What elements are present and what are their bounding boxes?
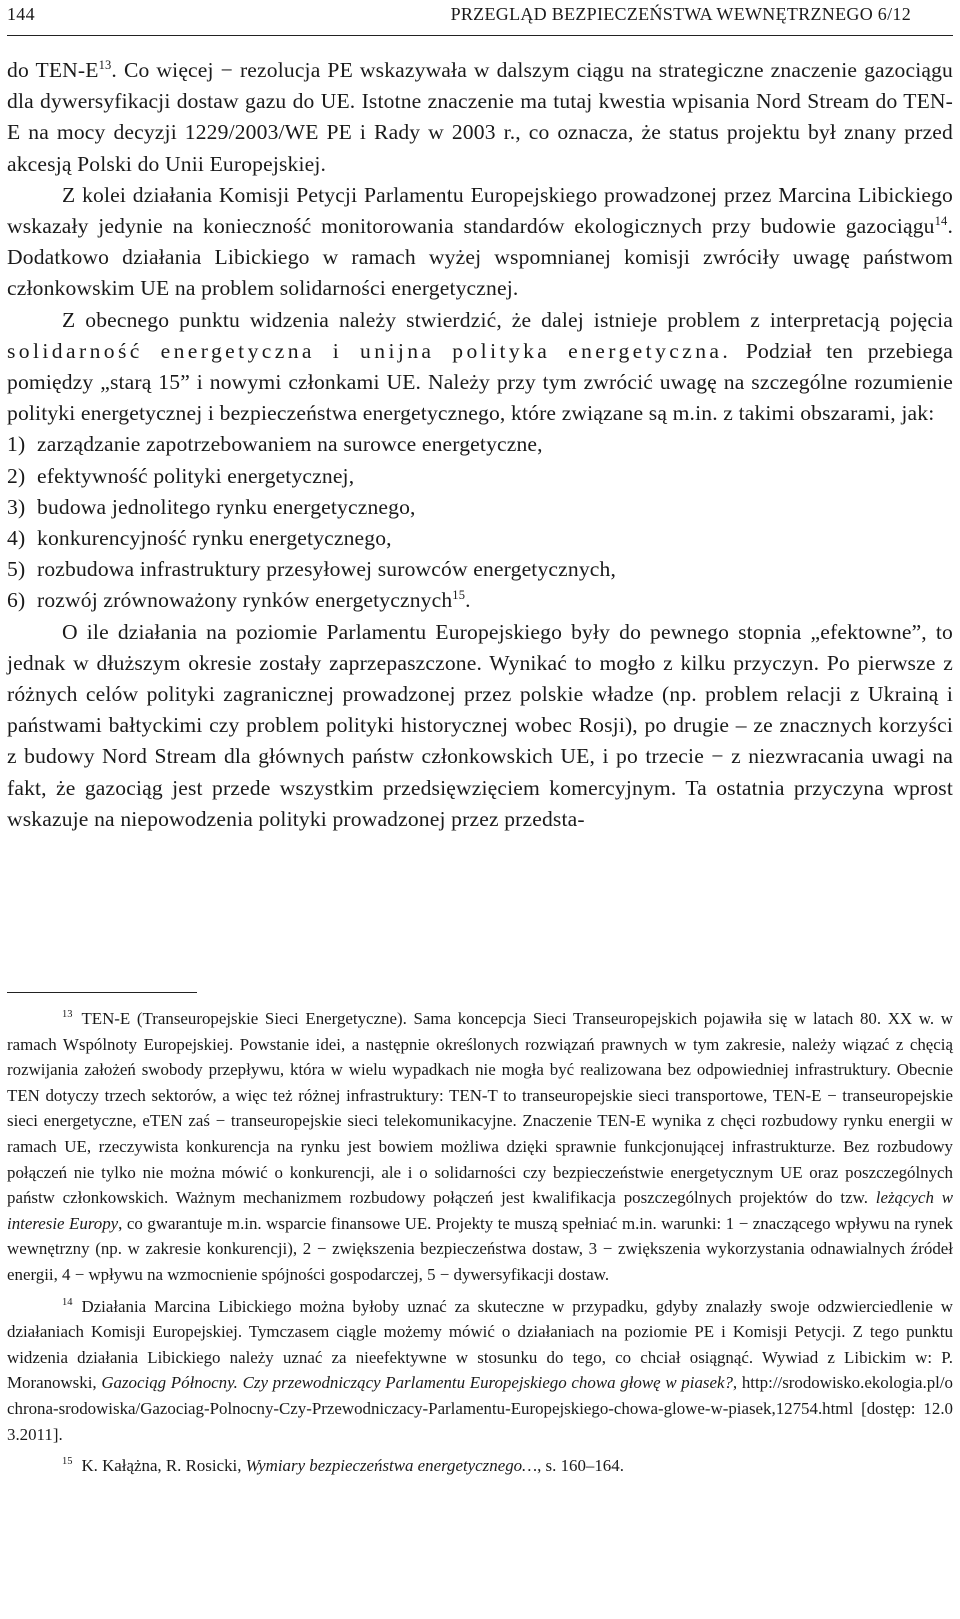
footnote-14: $^{14}$ Działania Marcina Libickiego można byłoby uznać za skuteczne w przypadku, gdyby znalazły swoje odzwierciedlenie w działaniach Komisji Europejskiej. Tymczasem ciągle możemy mówić o działaniach na poziomie PE i Komisji Petycji. Z tego punktu widzenia działania Libickiego należy uznać za nieefektywne w stosunku do tego, co chciał osiągnąć. Wywiad z Libickim w: P. Moranowski, Gazociąg Północny. Czy przewodniczący Parlamentu Europejskiego chowa głowę w piasek?, http://srodowisko.ekologia.pl/ochrona-srodowiska/Gazociag-Polnocny-Czy-Przewodniczacy-Parlamentu-Europejskiego-chowa-glowe-w-piasek,12754.html [dostęp: 12.03.2011]. xyxy=(7,1296,953,1444)
list-item: 4) konkurencyjność rynku energetycznego, xyxy=(7,526,392,551)
spaced-emphasis: solidarność energetyczna i unijna polityka energetyczna. xyxy=(7,338,732,363)
paragraph-2: Z kolei działania Komisji Petycji Parlamentu Europejskiego prowadzonej przez Marcina Libickiego wskazały jedynie na konieczność monitorowania standardów ekologicznych przy budowie gazociągu$^{14}$. Dodatkowo działania Libickiego w ramach wyżej wspomnianej komisji zwróciły uwagę państwom członkowskim UE na problem solidarności energetycznej. xyxy=(7,182,953,301)
page-number: 144 xyxy=(7,4,35,24)
paragraph-1: do TEN-$E^{13}$. Co więcej − rezolucja PE wskazywała w dalszym ciągu na strategiczne znaczenie gazociągu dla dywersyfikacji dostaw gazu do UE. Istotne znaczenie ma tutaj kwestia wpisania Nord Stream do TEN-E na mocy decyzji 1229/2003/WE PE i Rady w 2003 r., co oznacza, że status projektu był znany przed akcesją Polski do Unii Europejskiej. xyxy=(7,57,953,176)
footnote-15: $^{15}$ K. Kałążna, R. Rosicki, Wymiary bezpieczeństwa energetycznego…, s. 160–164. xyxy=(62,1456,624,1476)
document-page xyxy=(7,0,953,1476)
running-title: PRZEGLĄD BEZPIECZEŃSTWA WEWNĘTRZNEGO 6/12 xyxy=(450,4,911,24)
list-item: 2) efektywność polityki energetycznej, xyxy=(7,463,355,488)
paragraph-4: O ile działania na poziomie Parlamentu Europejskiego były do pewnego stopnia „efektowne”, to jednak w dłuższym okresie zostały zaprzepaszczone. Wynikać to mogło z kilku przyczyn. Po pierwsze z różnych celów polityki zagranicznej prowadzonej przez polskie władze (np. problem relacji z Ukrainą i państwami bałtyckimi czy problem polityki historycznej wobec Rosji), po drugie – ze znacznych korzyści z budowy Nord Stream dla głównych państw członkowskich UE, i po trzecie − z niezwracania uwagi na fakt, że gazociąg jest przede wszystkim przedsięwzięciem komercyjnym. Ta ostatnia przyczyna wprost wskazuje na niepowodzenia polityki prowadzonej przez przedsta- xyxy=(7,619,953,831)
footnote-ref-15[interactable]: 15 xyxy=(452,588,466,603)
footnote-number: 13 xyxy=(62,1009,73,1021)
list-item: 3) budowa jednolitego rynku energetycznego, xyxy=(7,494,416,519)
body-text xyxy=(7,55,953,835)
areas-list xyxy=(7,429,953,616)
footnote-number: 15 xyxy=(62,1456,73,1468)
list-item: 1) zarządzanie zapotrzebowaniem na surowce energetyczne, xyxy=(7,432,543,457)
paragraph-3: Z obecnego punktu widzenia należy stwierdzić, że dalej istnieje problem z interpretacją pojęcia solidarność energetyczna i unijna polityka energetyczna. Podział ten przebiega pomiędzy „starą 15” i nowymi członkami UE. Należy przy tym zwrócić uwagę na szczególne rozumienie polityki energetycznej i bezpieczeństwa energetycznego, które związane są m.in. z takimi obszarami, jak: xyxy=(7,307,953,426)
list-item: 5) rozbudowa infrastruktury przesyłowej surowców energetycznych, xyxy=(7,557,616,582)
source-link[interactable]: , http://srodowisko.ekologia.pl/ochrona-srodowiska/Gazociag-Polnocny-Czy-Przewodniczacy-Parlamentu-Europejskiego-chowa-glowe-w-piasek,12754.html [dostęp: 12.03.2011]. xyxy=(7,1373,953,1444)
list-item: 6) rozwój zrównoważony rynków energetycznych$^{15}$. xyxy=(7,588,471,613)
header-rule xyxy=(7,35,953,36)
running-header xyxy=(7,0,953,31)
footnote-ref-13[interactable]: 13 xyxy=(98,57,112,72)
footnote-ref-14[interactable]: 14 xyxy=(934,213,948,228)
footnote-13: $^{13}$ TEN-E (Transeuropejskie Sieci Energetyczne). Sama koncepcja Sieci Transeuropejskich pojawiła się w latach 80. XX w. w ramach Wspólnoty Europejskiej. Powstanie idei, a następnie określonych rozwiązań prawnych w tym zakresie, należy wiązać z chęcią rozwijania założeń swobody przepływu, która w wielu wypadkach nie mogła być realizowana bez odpowiedniej infrastruktury. Obecnie TEN dotyczy trzech sektorów, a więc też różnej infrastruktury: TEN-T to transeuropejskie sieci transportowe, TEN-E − transeuropejskie sieci energetyczne, eTEN zaś − transeuropejskie sieci telekomunikacyjne. Znaczenie TEN-E wynika z chęci rozbudowy rynku energii w ramach UE, rzeczywista konkurencja na rynku jest bowiem możliwa dzięki sprawnie funkcjonującej infrastrukturze. Bez rozbudowy połączeń nie tylko nie można mówić o konkurencji, ale i o solidarności czy bezpieczeństwie energetycznym UE oraz poszczególnych państw członkowskich. Ważnym mechanizmem rozbudowy połączeń jest kwalifikacja poszczególnych projektów do tzw. leżących w interesie Europy, co gwarantuje m.in. wsparcie finansowe UE. Projekty te muszą spełniać m.in. warunki: 1 − znaczącego wpływu na rynek wewnętrzny (np. w zakresie konkurencji), 2 − zwiększenia bezpieczeństwa dostaw, 3 − zwiększenia wykorzystania odnawialnych źródeł energii, 4 − wpływu na wzmocnienie spójności gospodarczej, 5 − dywersyfikacji dostaw. xyxy=(7,1009,953,1284)
footnote-rule xyxy=(7,992,197,993)
footnote-number: 14 xyxy=(62,1296,73,1308)
footnotes xyxy=(7,1006,953,1485)
